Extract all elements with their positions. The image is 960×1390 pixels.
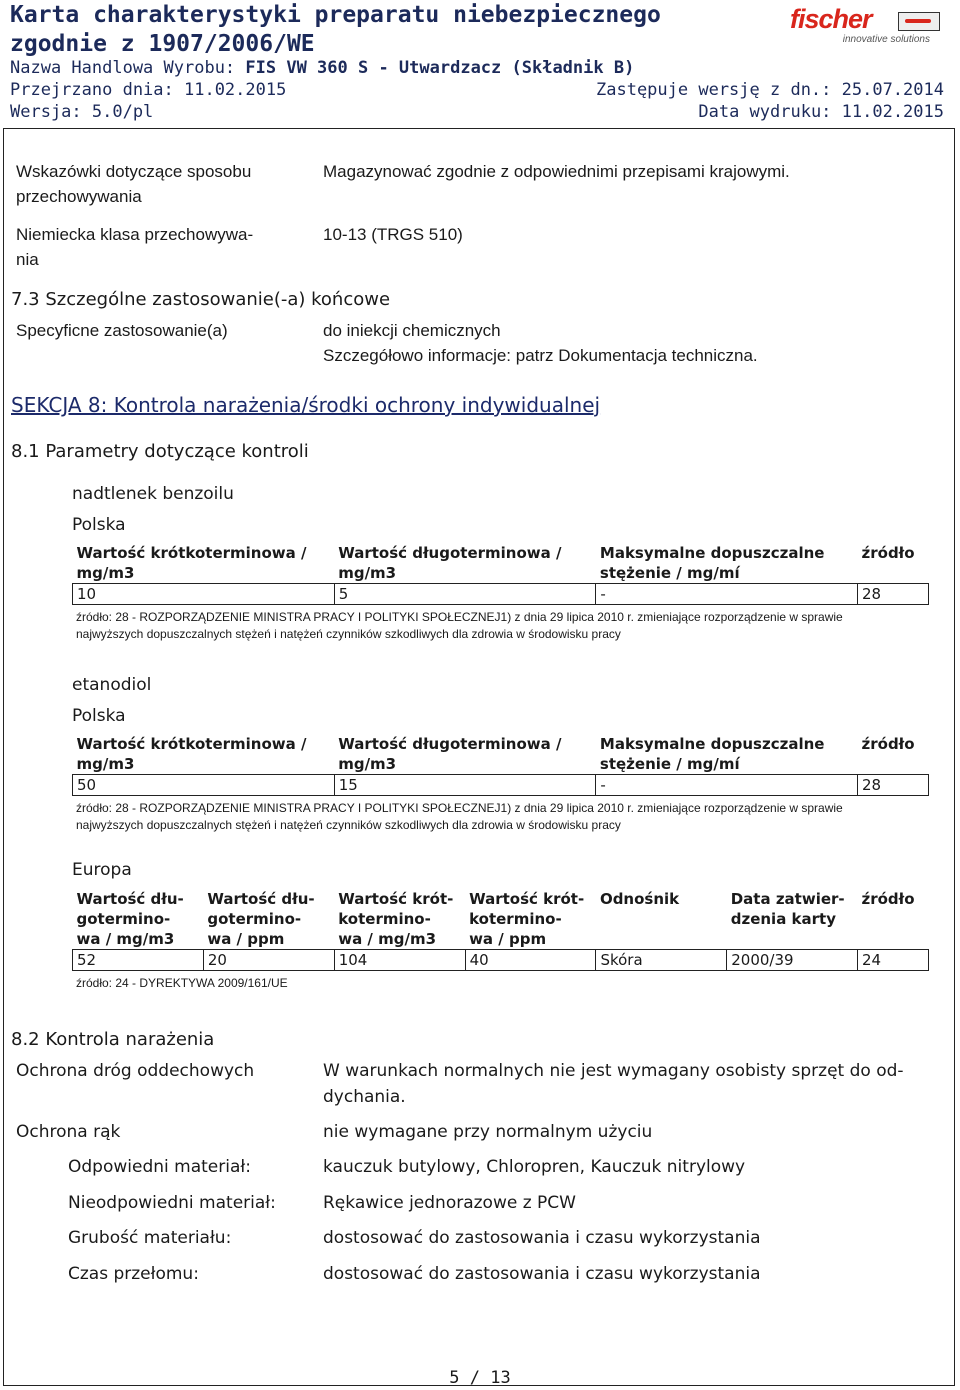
eu-table-header <box>73 889 929 950</box>
substance-name: etanodiol <box>72 675 152 695</box>
hand-protection-label: Ochrona rąk <box>16 1122 121 1142</box>
product-name: FIS VW 360 S - Utwardzacz (Składnik B) <box>245 58 635 78</box>
logo-wordmark: fischer <box>790 4 872 34</box>
material-thickness-label: Grubość materiału: <box>68 1228 232 1248</box>
replaces-version: Zastępuje wersję z dn.: 25.07.2014 <box>596 80 944 100</box>
print-date: Data wydruku: 11.02.2015 <box>698 102 944 122</box>
respiratory-label: Ochrona dróg oddechowych <box>16 1061 255 1081</box>
table-cell: 24 <box>857 950 928 971</box>
respiratory-value-2: dychania. <box>323 1087 406 1107</box>
storage-class-label-1: Niemiecka klasa przechowywa- <box>16 225 254 244</box>
suitable-material-value: kauczuk butylowy, Chloropren, Kauczuk nitrylowy <box>323 1157 746 1177</box>
table-cell: 104 <box>334 950 465 971</box>
product-prefix: Nazwa Handlowa Wyrobu: <box>10 58 246 78</box>
storage-class-value: 10-13 (TRGS 510) <box>323 225 463 244</box>
hand-protection-value: nie wymagane przy normalnym użyciu <box>323 1122 653 1142</box>
source-note-2: najwyższych dopuszczalnych stężeń i natężeń czynników szkodliwych dla zdrowia w środowisku pracy <box>76 818 621 832</box>
column-header: Odnośnik <box>596 889 727 950</box>
substance-country: Polska <box>72 515 126 535</box>
respiratory-value-1: W warunkach normalnych nie jest wymagany osobisty sprzęt do od- <box>323 1061 904 1081</box>
column-header: źródło <box>857 889 928 950</box>
page-number: 5 / 13 <box>449 1368 511 1388</box>
limit-table <box>72 543 929 605</box>
column-header: Wartość długoterminowa / mg/m3 <box>334 543 596 584</box>
storage-advice-value: Magazynować zgodnie z odpowiednimi przepisami krajowymi. <box>323 162 790 181</box>
breakthrough-time-value: dostosować do zastosowania i czasu wykorzystania <box>323 1264 761 1284</box>
eu-source-note: źródło: 24 - DYREKTYWA 2009/161/UE <box>76 976 288 990</box>
revised-date: Przejrzano dnia: 11.02.2015 <box>10 80 287 100</box>
column-header: Wartość długoterminowa / mg/m3 <box>334 734 596 775</box>
column-header: Wartość krótkoterminowa / mg/m3 <box>73 543 335 584</box>
product-line <box>10 58 634 78</box>
substance-name: nadtlenek benzoilu <box>72 484 234 504</box>
table-cell: - <box>596 775 858 796</box>
table-cell: 40 <box>465 950 596 971</box>
table-cell: 28 <box>858 584 929 605</box>
table-row <box>73 775 929 796</box>
table-row <box>73 584 929 605</box>
table-cell: 20 <box>203 950 334 971</box>
unsuitable-material-value: Rękawice jednorazowe z PCW <box>323 1193 576 1213</box>
table-cell: 10 <box>73 584 335 605</box>
table-cell: 28 <box>858 775 929 796</box>
limit-table-header <box>73 543 929 584</box>
table-cell: 52 <box>73 950 204 971</box>
logo-badge-icon <box>898 12 940 31</box>
storage-advice-label-2: przechowywania <box>16 187 142 206</box>
fischer-logo <box>790 4 940 48</box>
column-header: Wartość dłu- gotermino- wa / ppm <box>203 889 334 950</box>
limit-table-header <box>73 734 929 775</box>
source-note-1: źródło: 28 - ROZPORZĄDZENIE MINISTRA PRACY I POLITYKI SPOŁECZNEJ1) z dnia 29 lipica 2010 r. zmieniające rozporządzenie w sprawie <box>76 801 843 815</box>
section-7-3-heading: 7.3 Szczególne zastosowanie(-a) końcowe <box>11 289 391 310</box>
column-header: Maksymalne dopuszczalne stężenie / mg/mí <box>596 543 858 584</box>
column-header: źródło <box>858 543 929 584</box>
table-cell: - <box>596 584 858 605</box>
specific-use-label: Specyficne zastosowanie(a) <box>16 321 228 340</box>
table-cell: Skóra <box>596 950 727 971</box>
document-header <box>8 0 952 128</box>
column-header: Wartość krótkoterminowa / mg/m3 <box>73 734 335 775</box>
column-header: Wartość krót- kotermino- wa / ppm <box>465 889 596 950</box>
column-header: Wartość dłu- gotermino- wa / mg/m3 <box>73 889 204 950</box>
unsuitable-material-label: Nieodpowiedni materiał: <box>68 1193 276 1213</box>
column-header: źródło <box>858 734 929 775</box>
source-note-1: źródło: 28 - ROZPORZĄDZENIE MINISTRA PRACY I POLITYKI SPOŁECZNEJ1) z dnia 29 lipica 2010 r. zmieniające rozporządzenie w sprawie <box>76 610 843 624</box>
column-header: Maksymalne dopuszczalne stężenie / mg/mí <box>596 734 858 775</box>
eu-limit-table <box>72 889 929 971</box>
table-cell: 50 <box>73 775 335 796</box>
limit-table <box>72 734 929 796</box>
document-title-line1: Karta charakterystyki preparatu niebezpiecznego <box>10 2 661 28</box>
column-header: Wartość krót- kotermino- wa / mg/m3 <box>334 889 465 950</box>
suitable-material-label: Odpowiedni materiał: <box>68 1157 251 1177</box>
table-cell: 5 <box>334 584 596 605</box>
storage-advice-label-1: Wskazówki dotyczące sposobu <box>16 162 252 181</box>
region-label: Europa <box>72 860 132 880</box>
source-note-2: najwyższych dopuszczalnych stężeń i natężeń czynników szkodliwych dla zdrowia w środowisku pracy <box>76 627 621 641</box>
storage-class-label-2: nia <box>16 250 39 269</box>
column-header: Data zatwier- dzenia karty <box>727 889 858 950</box>
document-title-line2: zgodnie z 1907/2006/WE <box>10 31 315 57</box>
table-cell: 15 <box>334 775 596 796</box>
logo-tagline: innovative solutions <box>842 34 930 45</box>
breakthrough-time-label: Czas przełomu: <box>68 1264 199 1284</box>
section-8-2-heading: 8.2 Kontrola narażenia <box>11 1029 215 1050</box>
version-number: Wersja: 5.0/pl <box>10 102 154 122</box>
table-cell: 2000/39 <box>727 950 858 971</box>
specific-use-value-1: do iniekcji chemicznych <box>323 321 501 340</box>
substance-country: Polska <box>72 706 126 726</box>
section-8-heading: SEKCJA 8: Kontrola narażenia/środki ochrony indywidualnej <box>11 393 601 417</box>
specific-use-value-2: Szczegółowo informacje: patrz Dokumentacja techniczna. <box>323 346 758 365</box>
table-row <box>73 950 929 971</box>
section-8-1-heading: 8.1 Parametry dotyczące kontroli <box>11 441 309 462</box>
material-thickness-value: dostosować do zastosowania i czasu wykorzystania <box>323 1228 761 1248</box>
